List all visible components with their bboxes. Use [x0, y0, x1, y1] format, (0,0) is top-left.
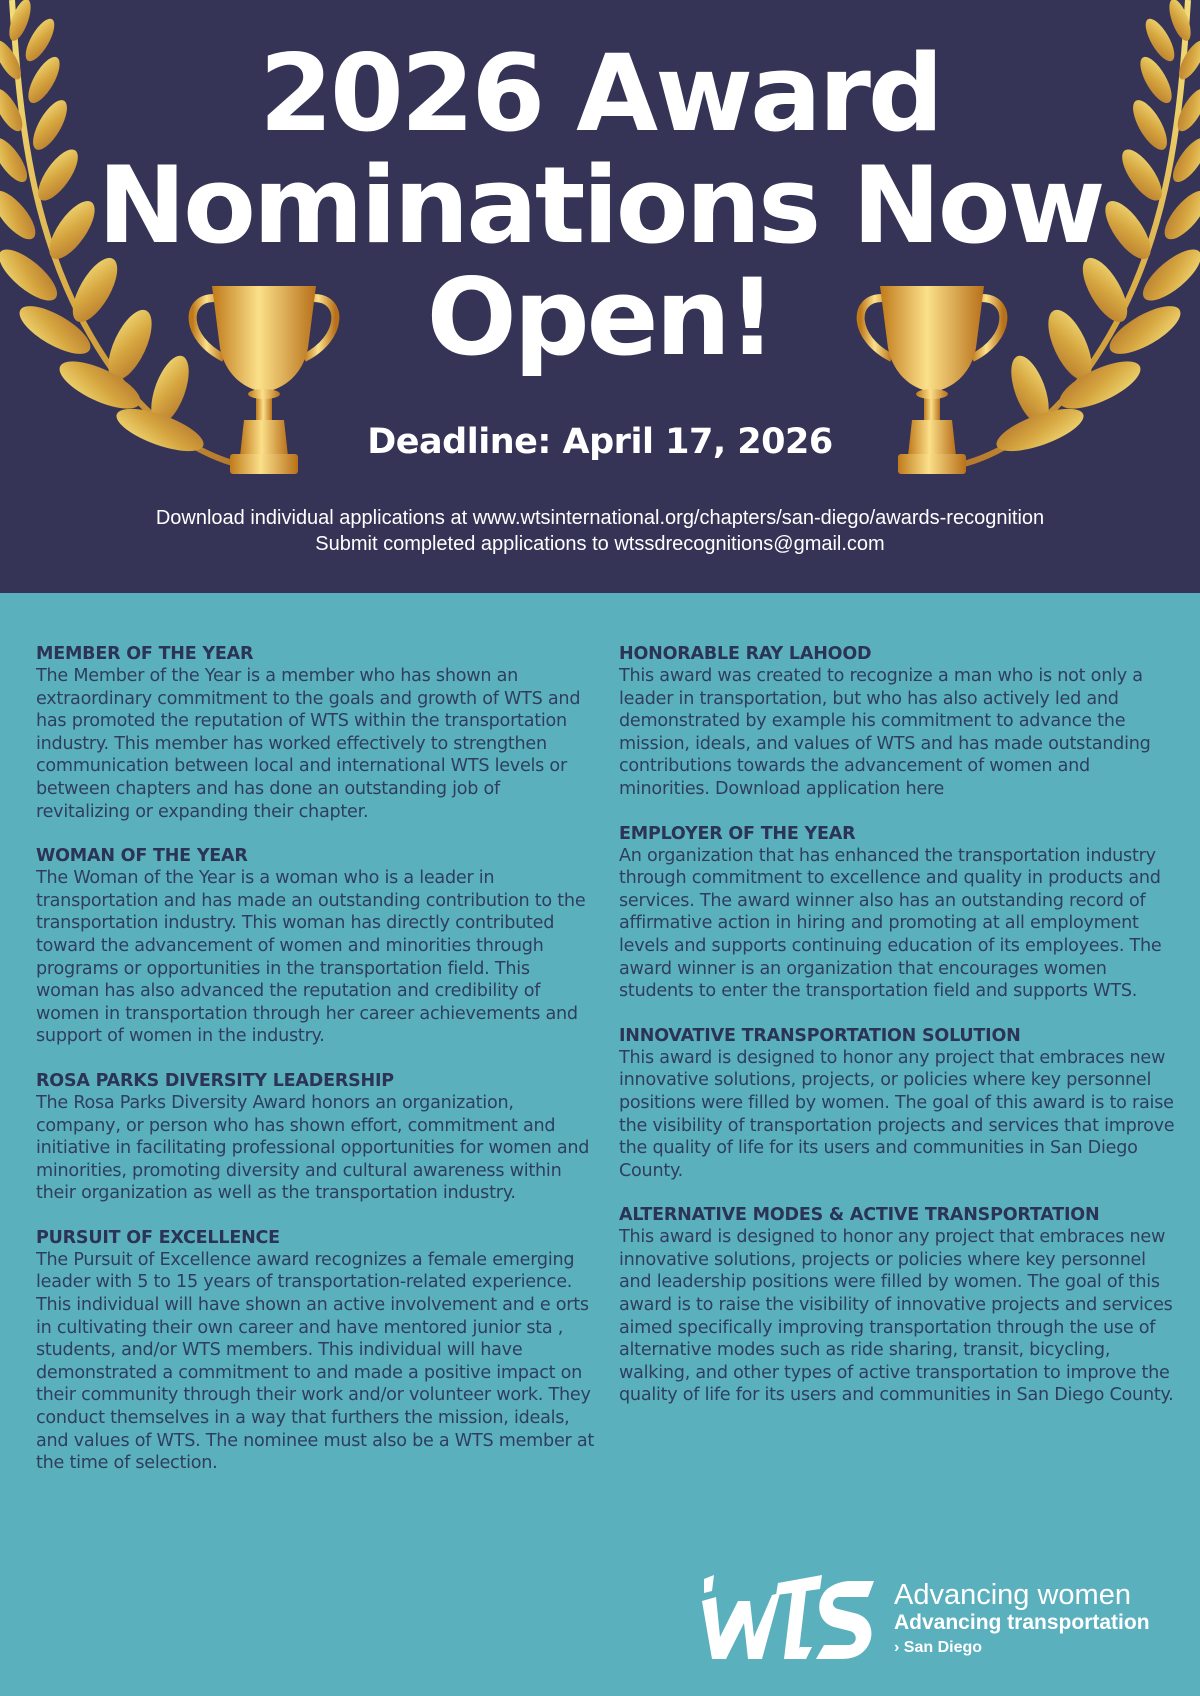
award-description: The Rosa Parks Diversity Award honors an organization, company, or person who has shown effort, commitment and initiative in facilitating professional opportunities for women and minorities, promoting diversity and cultural awareness within their organization as well as the transportation industry.: [36, 1092, 590, 1204]
award-description: An organization that has enhanced the transportation industry through commitment to excellence and quality in products and services. The award winner also has an outstanding record of affirmative action in hiring and promoting at all employment levels and supports continuing education of its employees. The award winner is an organization that encourages women students to enter the transportation field and supports WTS.: [619, 845, 1162, 1002]
submit-email-link[interactable]: Submit completed applications to wtssdrecognitions@gmail.com: [315, 533, 885, 555]
award-description: The Woman of the Year is a woman who is a leader in transportation and has made an outstanding contribution to the transportation industry. This woman has directly contributed toward the advancement of women and minorities through programs or opportunities in the transportation field. This woman has also advanced the reputation and credibility of women in transportation through her career achievements and support of women in the industry.: [36, 868, 586, 1047]
award-heading: WOMAN OF THE YEAR: [36, 846, 248, 867]
award-rosa-parks: [36, 1070, 596, 1205]
award-woman-of-the-year: [36, 845, 596, 1048]
title-line-3: Open!: [426, 256, 774, 379]
award-employer-of-the-year: [619, 823, 1179, 1003]
page-title: [0, 32, 1200, 379]
award-member-of-the-year: [36, 643, 596, 823]
wts-logo-icon: [698, 1575, 878, 1665]
application-info: [0, 505, 1200, 557]
award-heading: INNOVATIVE TRANSPORTATION SOLUTION: [619, 1025, 1021, 1046]
award-alternative-modes: [619, 1204, 1179, 1407]
award-pursuit-of-excellence: [36, 1227, 596, 1475]
award-heading: ROSA PARKS DIVERSITY LEADERSHIP: [36, 1070, 394, 1091]
awards-left-column: [36, 643, 596, 1497]
title-line-1: 2026 Award: [259, 32, 941, 155]
tagline-advancing-transportation: Advancing transportation: [894, 1611, 1150, 1634]
award-description: This award is designed to honor any project that embraces new innovative solutions, projects or policies where key personnel and leadership positions were filled by women. The goal of this award is to raise the visibility of innovative projects and services aimed specifically improving transportation through the use of alternative modes such as ride sharing, transit, bicycling, walking, and other types of active transportation to improve the quality of life for its users and communities in San Diego County.: [619, 1227, 1174, 1406]
award-heading: ALTERNATIVE MODES & ACTIVE TRANSPORTATION: [619, 1205, 1100, 1226]
award-ray-lahood: [619, 643, 1179, 801]
download-link[interactable]: Download individual applications at www.wtsinternational.org/chapters/san-diego/awards-recognition: [155, 507, 1045, 529]
award-description: The Pursuit of Excellence award recognizes a female emerging leader with 5 to 15 years of transportation-related experience. This individual will have shown an active involvement and e orts in cultivating their own career and have mentored junior sta , students, and/or WTS members. This individual will have demonstrated a commitment to and made a positive impact on their community through their work and/or volunteer work. They conduct themselves in a way that furthers the mission, ideals, and values of WTS. The nominee must also be a WTS member at the time of selection.: [36, 1249, 595, 1474]
award-heading: EMPLOYER OF THE YEAR: [619, 823, 856, 844]
award-innovative-transportation: [619, 1025, 1179, 1183]
awards-right-column: [619, 643, 1179, 1429]
tagline-san-diego: › San Diego: [894, 1639, 983, 1656]
award-heading: HONORABLE RAY LAHOOD: [619, 644, 872, 664]
header-banner: [0, 0, 1200, 593]
award-description: This award is designed to honor any project that embraces new innovative solutions, projects, or policies where key personnel positions were filled by women. The goal of this award is to raise the visibility of transportation projects and services that improve the quality of life for its users and communities in San Diego County.: [619, 1047, 1175, 1181]
award-description: The Member of the Year is a member who has shown an extraordinary commitment to the goals and growth of WTS and has promoted the reputation of WTS within the transportation industry. This member has worked effectively to strengthen communication between local and international WTS levels or between chapters and has done an outstanding job of revitalizing or expanding their chapter.: [36, 666, 581, 822]
wts-logo: [698, 1575, 1178, 1665]
logo-tagline: [894, 1580, 1150, 1660]
award-description[interactable]: This award was created to recognize a man who is not only a leader in transportation, but who has also actively led and demonstrated by example his commitment to advance the mission, ideals, and values of WTS and has made outstanding contributions towards the advancement of women and minorities. Download application here: [619, 666, 1151, 799]
award-heading: PURSUIT OF EXCELLENCE: [36, 1227, 280, 1248]
title-line-2: Nominations Now: [97, 144, 1103, 267]
tagline-advancing-women: Advancing women: [894, 1579, 1131, 1611]
award-heading: MEMBER OF THE YEAR: [36, 644, 254, 664]
deadline-text: Deadline: April 17, 2026: [367, 422, 833, 462]
